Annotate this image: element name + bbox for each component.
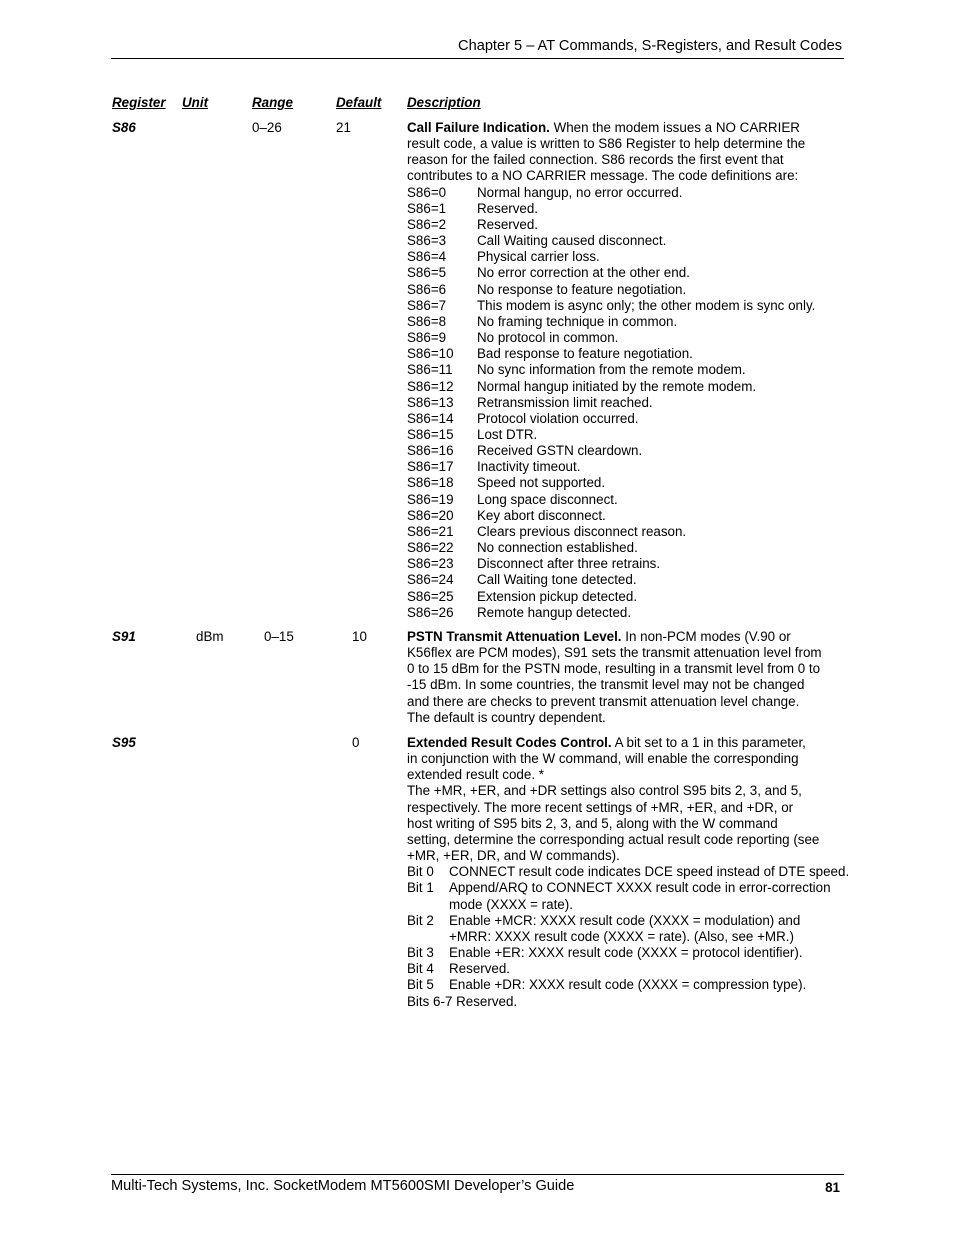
code-meaning: Call Waiting tone detected.	[477, 572, 637, 588]
code-row	[407, 298, 877, 314]
code-meaning: Key abort disconnect.	[477, 507, 606, 523]
register-s91-default: 10	[352, 629, 367, 644]
bit-label: Bit 5	[407, 977, 434, 993]
code-meaning: Inactivity timeout.	[477, 459, 581, 475]
desc-line: extended result code. *	[407, 767, 544, 783]
column-header-description: Description	[407, 95, 481, 110]
code-value: S86=26	[407, 604, 454, 620]
code-value: S86=3	[407, 233, 447, 249]
code-row	[407, 427, 877, 443]
code-row	[407, 556, 877, 572]
bit-row	[407, 977, 877, 993]
desc-line: A bit set to a 1 in this parameter,	[614, 735, 806, 750]
code-row	[407, 185, 877, 201]
code-meaning: No sync information from the remote modem.	[477, 362, 746, 378]
code-row	[407, 217, 877, 233]
code-value: S86=13	[407, 394, 454, 410]
code-meaning: Physical carrier loss.	[477, 249, 600, 265]
s86-code-list	[407, 185, 877, 621]
code-row	[407, 249, 877, 265]
desc-line: The default is country dependent.	[407, 709, 606, 725]
desc-line: respectively. The more recent settings of +MR, +ER, and +DR, or	[407, 799, 794, 815]
desc-line: contributes to a NO CARRIER message. The code definitions are:	[407, 168, 799, 184]
register-s91-title: PSTN Transmit Attenuation Level.	[407, 629, 622, 644]
code-value: S86=25	[407, 588, 454, 604]
code-row	[407, 605, 877, 621]
code-row	[407, 589, 877, 605]
code-meaning: Normal hangup, no error occurred.	[477, 184, 683, 200]
code-row	[407, 314, 877, 330]
code-value: S86=2	[407, 216, 447, 232]
code-row	[407, 330, 877, 346]
bit-text: Append/ARQ to CONNECT XXXX result code in error-correction	[449, 880, 831, 896]
register-s86-name: S86	[112, 120, 136, 135]
code-meaning: Received GSTN cleardown.	[477, 443, 643, 459]
page-number: 81	[825, 1180, 840, 1195]
s95-reserved-bits: Bits 6-7 Reserved.	[407, 993, 518, 1009]
code-meaning: Retransmission limit reached.	[477, 394, 653, 410]
code-meaning: Call Waiting caused disconnect.	[477, 233, 667, 249]
code-meaning: Extension pickup detected.	[477, 588, 638, 604]
desc-line: 0 to 15 dBm for the PSTN mode, resulting in a transmit level from 0 to	[407, 661, 821, 677]
bit-label: Bit 1	[407, 880, 434, 896]
code-row	[407, 572, 877, 588]
code-value: S86=18	[407, 475, 454, 491]
column-header-default: Default	[336, 95, 382, 110]
desc-line: -15 dBm. In some countries, the transmit level may not be changed	[407, 677, 805, 693]
code-meaning: Lost DTR.	[477, 426, 538, 442]
code-meaning: No response to feature negotiation.	[477, 281, 687, 297]
code-value: S86=0	[407, 184, 447, 200]
code-meaning: No error correction at the other end.	[477, 265, 690, 281]
register-s86-title: Call Failure Indication.	[407, 120, 550, 135]
desc-line: The +MR, +ER, and +DR settings also control S95 bits 2, 3, and 5,	[407, 783, 802, 799]
bit-label: Bit 3	[407, 945, 434, 961]
code-row	[407, 524, 877, 540]
code-meaning: Normal hangup initiated by the remote modem.	[477, 378, 757, 394]
code-meaning: Reserved.	[477, 216, 539, 232]
code-value: S86=6	[407, 281, 447, 297]
desc-line: host writing of S95 bits 2, 3, and 5, along with the W command	[407, 815, 778, 831]
chapter-title: Chapter 5 – AT Commands, S-Registers, and Result Codes	[458, 38, 842, 54]
code-value: S86=15	[407, 426, 454, 442]
bit-text: Enable +MCR: XXXX result code (XXXX = modulation) and	[449, 912, 801, 928]
code-row	[407, 379, 877, 395]
bit-text: Enable +ER: XXXX result code (XXXX = protocol identifier).	[449, 945, 803, 961]
column-header-range: Range	[252, 95, 293, 110]
code-value: S86=8	[407, 313, 447, 329]
bit-row	[407, 961, 877, 977]
code-value: S86=1	[407, 200, 447, 216]
bit-row	[407, 913, 877, 929]
code-row	[407, 233, 877, 249]
code-value: S86=20	[407, 507, 454, 523]
bit-text: CONNECT result code indicates DCE speed instead of DTE speed.	[449, 864, 850, 880]
code-meaning: This modem is async only; the other modem is sync only.	[477, 297, 816, 313]
bit-label: Bit 0	[407, 864, 434, 880]
code-value: S86=12	[407, 378, 454, 394]
code-row	[407, 492, 877, 508]
register-s91-description	[407, 629, 877, 726]
code-value: S86=17	[407, 459, 454, 475]
code-value: S86=5	[407, 265, 447, 281]
code-value: S86=14	[407, 410, 454, 426]
footer-document-title: Multi-Tech Systems, Inc. SocketModem MT5600SMI Developer’s Guide	[111, 1178, 575, 1194]
code-value: S86=9	[407, 330, 447, 346]
code-row	[407, 508, 877, 524]
code-meaning: Speed not supported.	[477, 475, 606, 491]
code-meaning: Reserved.	[477, 200, 539, 216]
code-value: S86=11	[407, 362, 453, 378]
code-row	[407, 443, 877, 459]
bit-row	[407, 880, 877, 896]
column-header-register: Register	[112, 95, 166, 110]
register-s95-name: S95	[112, 735, 136, 750]
code-meaning: No protocol in common.	[477, 330, 619, 346]
desc-line: in conjunction with the W command, will enable the corresponding	[407, 751, 799, 767]
code-row	[407, 201, 877, 217]
desc-line: reason for the failed connection. S86 records the first event that	[407, 152, 784, 168]
bit-label: Bit 4	[407, 961, 434, 977]
code-row	[407, 282, 877, 298]
bit-row	[407, 864, 877, 880]
register-s91-name: S91	[112, 629, 136, 644]
code-row	[407, 395, 877, 411]
bit-continuation: mode (XXXX = rate).	[449, 896, 573, 912]
register-s91-unit: dBm	[196, 629, 224, 644]
code-meaning: Disconnect after three retrains.	[477, 556, 661, 572]
code-value: S86=10	[407, 346, 454, 362]
desc-line: K56flex are PCM modes), S91 sets the transmit attenuation level from	[407, 645, 822, 661]
footer-divider	[111, 1174, 844, 1175]
code-row	[407, 265, 877, 281]
code-value: S86=4	[407, 249, 447, 265]
desc-line: +MR, +ER, DR, and W commands).	[407, 848, 620, 864]
register-s86-description	[407, 120, 877, 621]
code-value: S86=23	[407, 556, 454, 572]
desc-line: When the modem issues a NO CARRIER	[553, 120, 800, 135]
code-meaning: No connection established.	[477, 540, 638, 556]
column-header-unit: Unit	[182, 95, 209, 110]
code-meaning: Bad response to feature negotiation.	[477, 346, 693, 362]
code-row	[407, 459, 877, 475]
bit-text: Enable +DR: XXXX result code (XXXX = compression type).	[449, 977, 807, 993]
register-s86-range: 0–26	[252, 120, 282, 135]
code-value: S86=22	[407, 540, 454, 556]
code-row	[407, 346, 877, 362]
code-meaning: Remote hangup detected.	[477, 604, 632, 620]
code-row	[407, 475, 877, 491]
register-s86-default: 21	[336, 120, 351, 135]
code-row	[407, 540, 877, 556]
desc-line: setting, determine the corresponding actual result code reporting (see	[407, 831, 820, 847]
register-s95-default: 0	[352, 735, 360, 750]
code-value: S86=7	[407, 297, 447, 313]
register-s95-title: Extended Result Codes Control.	[407, 735, 612, 750]
bit-label: Bit 2	[407, 912, 434, 928]
register-s95-description	[407, 735, 877, 1010]
code-meaning: Long space disconnect.	[477, 491, 618, 507]
bit-text: Reserved.	[449, 961, 511, 977]
header-divider	[111, 58, 844, 59]
code-meaning: Clears previous disconnect reason.	[477, 523, 687, 539]
bit-row	[407, 945, 877, 961]
bit-continuation: +MRR: XXXX result code (XXXX = rate). (Also, see +MR.)	[449, 928, 794, 944]
desc-line: result code, a value is written to S86 Register to help determine the	[407, 136, 806, 152]
s95-bit-list	[407, 864, 877, 993]
desc-line: and there are checks to prevent transmit attenuation level change.	[407, 693, 800, 709]
code-row	[407, 362, 877, 378]
code-meaning: No framing technique in common.	[477, 313, 678, 329]
code-value: S86=24	[407, 572, 454, 588]
code-value: S86=19	[407, 491, 454, 507]
code-meaning: Protocol violation occurred.	[477, 410, 639, 426]
register-s91-range: 0–15	[264, 629, 294, 644]
code-value: S86=16	[407, 443, 454, 459]
desc-line: In non-PCM modes (V.90 or	[625, 629, 791, 644]
code-row	[407, 411, 877, 427]
code-value: S86=21	[407, 523, 454, 539]
